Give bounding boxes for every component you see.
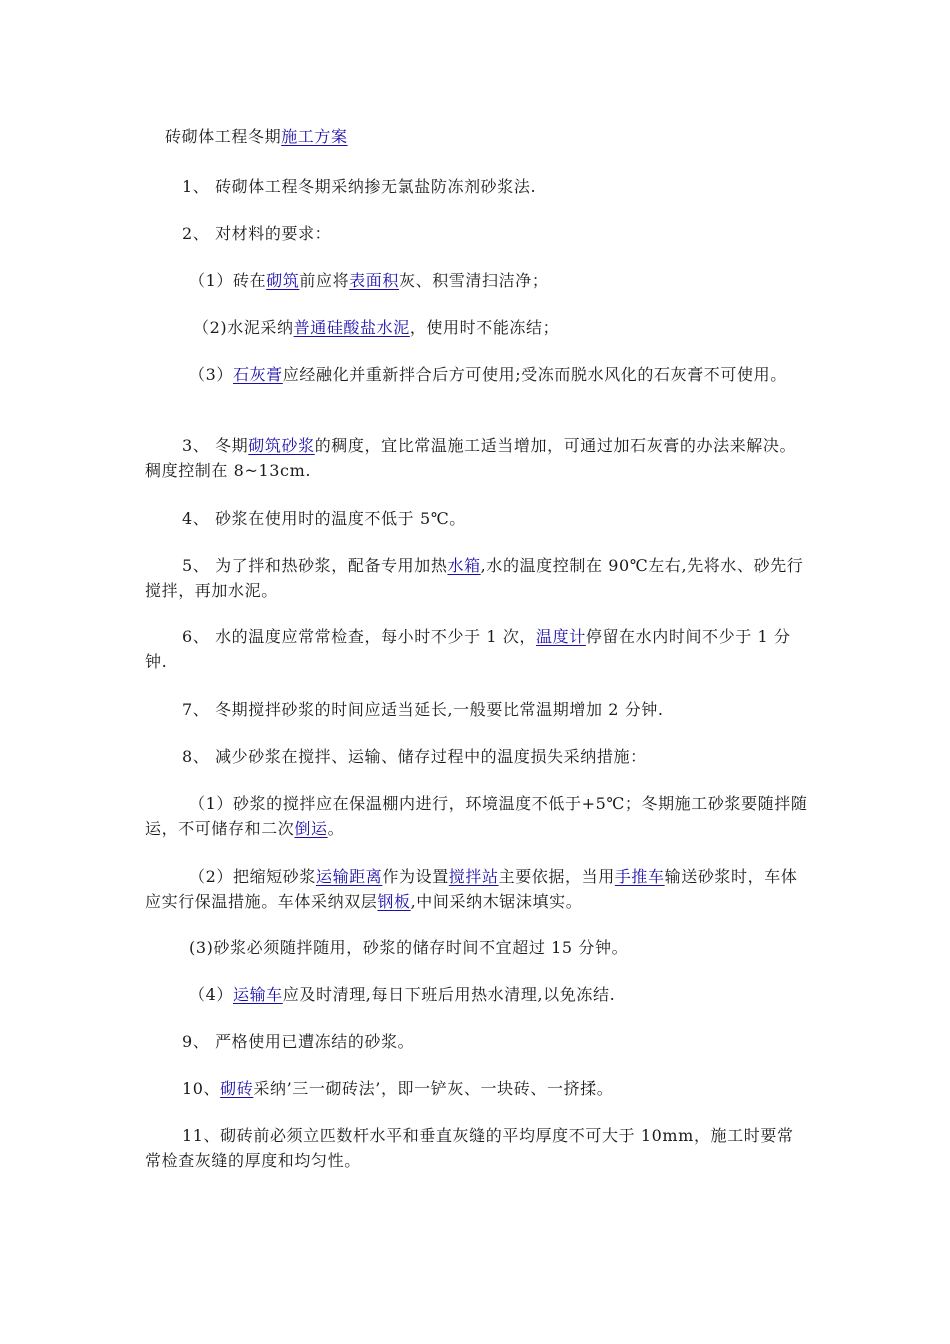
text-span: 输送砂浆时，车体应实行保温措施。车体采纳双层 (145, 867, 798, 911)
document-title (145, 124, 810, 149)
text-span: （1）砂浆的搅拌应在保温棚内进行，环境温度不低于+5℃；冬期施工砂浆要随拌随运，不可储存和二次 (145, 794, 808, 838)
text-span: 灰、积雪清扫洁净； (399, 271, 549, 290)
paragraph-1: 1、 砖砌体工程冬期采纳掺无氯盐防冻剂砂浆法. (182, 177, 537, 196)
text-span: 作为设置 (382, 867, 449, 886)
link-transport-distance[interactable]: 运输距离 (315, 867, 383, 886)
paragraph-10 (145, 1076, 810, 1101)
link-transfer[interactable]: 倒运 (294, 819, 328, 838)
text-span: （1）砖在 (189, 271, 267, 290)
text-span: （2）把缩短砂浆 (189, 867, 316, 886)
paragraph-2: 2、 对材料的要求： (182, 224, 332, 243)
text-span: ,中间采纳木锯沫填实。 (410, 892, 583, 911)
title-text: 砖砌体工程冬期 (165, 127, 282, 146)
text-span: 应经融化并重新拌合后方可使用;受冻而脱水风化的石灰膏不可使用。 (282, 365, 787, 384)
text-span: 5、 为了拌和热砂浆，配备专用加热 (182, 556, 448, 575)
link-mixing-station[interactable]: 搅拌站 (448, 867, 499, 886)
paragraph-2-2 (145, 315, 810, 340)
paragraph-2-3 (145, 362, 810, 387)
paragraph-4: 4、 砂浆在使用时的温度不低于 5℃。 (182, 509, 466, 528)
link-transport-vehicle[interactable]: 运输车 (232, 985, 283, 1004)
text-span: 前应将 (299, 271, 350, 290)
link-masonry-mortar[interactable]: 砌筑砂浆 (248, 436, 315, 455)
text-span: （4） (189, 985, 233, 1004)
link-masonry[interactable]: 砌筑 (266, 271, 300, 290)
text-span: ，使用时不能冻结； (409, 318, 560, 337)
link-portland-cement[interactable]: 普通硅酸盐水泥 (293, 318, 410, 337)
text-span: 。 (327, 819, 345, 838)
paragraph-6 (145, 624, 810, 674)
text-span: （3） (189, 365, 233, 384)
paragraph-8-1 (145, 791, 810, 841)
text-span: 6、 水的温度应常常检查，每小时不少于 1 次， (182, 627, 537, 646)
text-span: 3、 冬期 (182, 436, 249, 455)
paragraph-8-4 (145, 982, 810, 1007)
paragraph-8-2 (145, 864, 810, 914)
text-span: ,水的温度控制在 90℃左右,先将水、砂先行搅拌，再加水泥。 (145, 556, 804, 600)
link-bricklaying[interactable]: 砌砖 (220, 1079, 254, 1098)
paragraph-8: 8、 减少砂浆在搅拌、运输、储存过程中的温度损失采纳措施： (182, 747, 647, 766)
text-span: 停留在水内时间不少于 1 分钟. (145, 627, 791, 671)
paragraph-8-3: (3)砂浆必须随拌随用，砂浆的储存时间不宜超过 15 分钟。 (189, 938, 629, 957)
text-span: 10、 (182, 1079, 221, 1098)
paragraph-7: 7、 冬期搅拌砂浆的时间应适当延长,一般要比常温期增加 2 分钟. (182, 700, 664, 719)
link-lime-putty[interactable]: 石灰膏 (232, 365, 283, 384)
paragraph-9: 9、 严格使用已遭冻结的砂浆。 (182, 1032, 415, 1051)
text-span: （2)水泥采纳 (193, 318, 294, 337)
text-span: 应及时清理,每日下班后用热水清理,以免冻结. (282, 985, 616, 1004)
paragraph-5 (145, 553, 810, 603)
text-span: 的稠度，宜比常温施工适当增加，可通过加石灰膏的办法来解决。稠度控制在 8~13cm. (145, 436, 797, 480)
paragraph-2-1 (145, 268, 810, 293)
text-span: 采纳’三一砌砖法’，即一铲灰、一块砖、一挤揉。 (253, 1079, 614, 1098)
link-steel-plate[interactable]: 钢板 (377, 892, 411, 911)
link-water-tank[interactable]: 水箱 (447, 556, 481, 575)
paragraph-11: 11、砌砖前必须立匹数杆水平和垂直灰缝的平均厚度不可大于 10mm，施工时要常常检查灰缝的厚度和均匀性。 (145, 1126, 794, 1170)
text-span: 主要依据，当用 (498, 867, 615, 886)
link-surface-area[interactable]: 表面积 (349, 271, 400, 290)
title-link-construction-plan[interactable]: 施工方案 (281, 127, 348, 146)
link-thermometer[interactable]: 温度计 (536, 627, 586, 646)
link-handcart[interactable]: 手推车 (614, 867, 665, 886)
paragraph-3 (145, 433, 810, 483)
